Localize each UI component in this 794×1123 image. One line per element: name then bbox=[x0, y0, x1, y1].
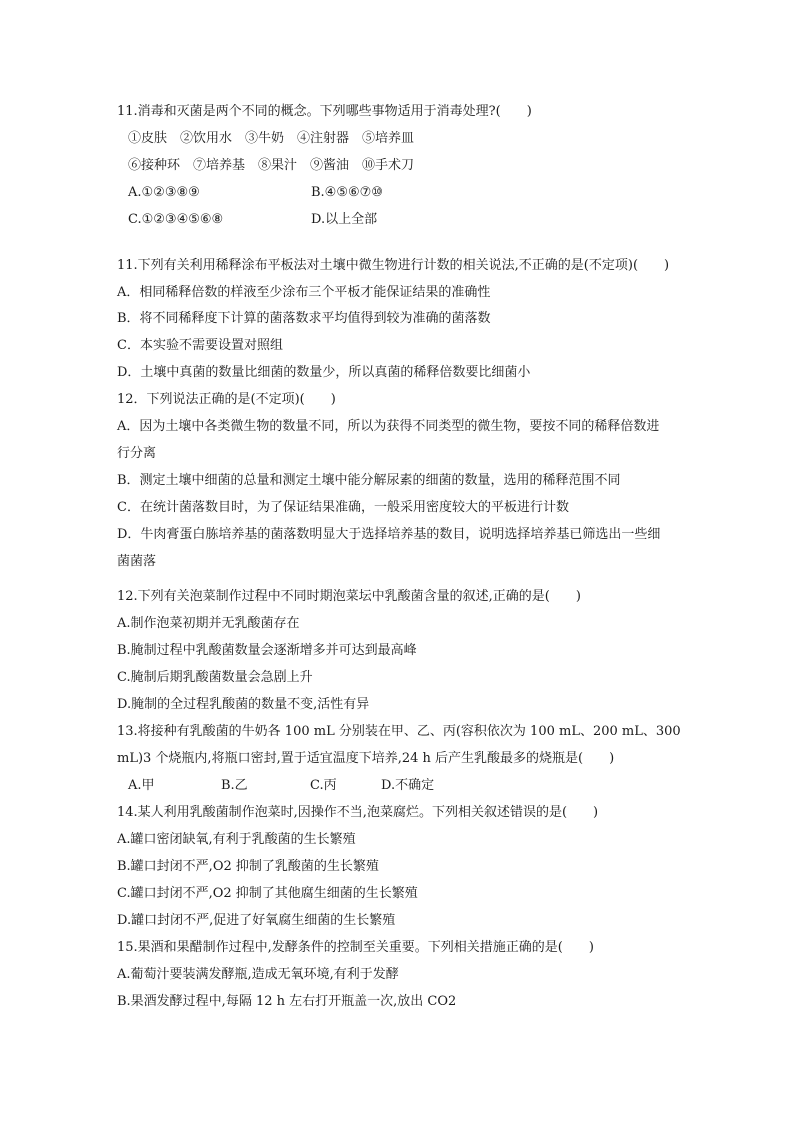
option-a: A.制作泡菜初期并无乳酸菌存在 bbox=[117, 616, 300, 631]
option-d-line-2: 菌菌落 bbox=[117, 554, 157, 569]
question-stem-line-1: 13.将接种有乳酸菌的牛奶各 100 mL 分别装在甲、乙、丙(容积依次为 100 mL、200 mL、300 bbox=[117, 724, 681, 739]
option-a: A.葡萄汁要装满发酵瓶,造成无氧环境,有利于发酵 bbox=[117, 967, 399, 982]
option-c: C．在统计菌落数目时，为了保证结果准确，一般采用密度较大的平板进行计数 bbox=[117, 500, 569, 515]
option-b: B.乙 bbox=[221, 778, 248, 793]
option-a: A．相同稀释倍数的样液至少涂布三个平板才能保证结果的准确性 bbox=[117, 285, 491, 300]
option-a: A.甲 bbox=[128, 778, 155, 793]
question-stem: 12．下列说法正确的是(不定项)( ) bbox=[117, 392, 336, 407]
option-b: B.④⑤⑥⑦⑩ bbox=[311, 185, 383, 200]
option-d: D.腌制的全过程乳酸菌的数量不变,活性有异 bbox=[117, 697, 370, 712]
option-d-line-1: D．牛肉膏蛋白胨培养基的菌落数明显大于选择培养基的数目，说明选择培养基已筛选出一些细 bbox=[117, 527, 661, 542]
option-d: D.不确定 bbox=[381, 778, 435, 793]
question-stem: 14.某人利用乳酸菌制作泡菜时,因操作不当,泡菜腐烂。下列相关叙述错误的是( ) bbox=[117, 805, 599, 820]
option-b: B．将不同稀释度下计算的菌落数求平均值得到较为准确的菌落数 bbox=[117, 311, 491, 326]
option-b: B.腌制过程中乳酸菌数量会逐渐增多并可达到最高峰 bbox=[117, 643, 417, 658]
option-c: C.①②③④⑤⑥⑧ bbox=[128, 212, 224, 227]
question-stem: 11.消毒和灭菌是两个不同的概念。下列哪些事物适用于消毒处理?( ) bbox=[117, 104, 532, 119]
option-b: B．测定土壤中细菌的总量和测定土壤中能分解尿素的细菌的数量，选用的稀释范围不同 bbox=[117, 473, 621, 488]
option-d: D.罐口封闭不严,促进了好氧腐生细菌的生长繁殖 bbox=[117, 913, 396, 928]
option-a: A.①②③⑧⑨ bbox=[128, 185, 200, 200]
question-stem: 12.下列有关泡菜制作过程中不同时期泡菜坛中乳酸菌含量的叙述,正确的是( ) bbox=[117, 589, 581, 604]
option-d: D.以上全部 bbox=[311, 212, 378, 227]
option-d: D．土壤中真菌的数量比细菌的数量少，所以真菌的稀释倍数要比细菌小 bbox=[117, 365, 531, 380]
option-a-line-2: 行分离 bbox=[117, 446, 157, 461]
question-stem-line-2: mL)3 个烧瓶内,将瓶口密封,置于适宜温度下培养,24 h 后产生乳酸最多的烧瓶是( ) bbox=[117, 751, 615, 766]
option-c: C．本实验不需要设置对照组 bbox=[117, 338, 283, 353]
option-a-line-1: A．因为土壤中各类微生物的数量不同，所以为获得不同类型的微生物，要按不同的稀释倍数进 bbox=[117, 419, 660, 434]
option-c: C.丙 bbox=[310, 778, 337, 793]
option-b: B.果酒发酵过程中,每隔 12 h 左右打开瓶盖一次,放出 CO2 bbox=[117, 994, 457, 1009]
item-list-line-1: ①皮肤 ②饮用水 ③牛奶 ④注射器 ⑤培养皿 bbox=[128, 131, 415, 146]
question-stem: 11.下列有关利用稀释涂布平板法对土壤中微生物进行计数的相关说法,不正确的是(不定项)( ) bbox=[117, 258, 670, 273]
option-b: B.罐口封闭不严,O2 抑制了乳酸菌的生长繁殖 bbox=[117, 859, 379, 874]
option-c: C.罐口封闭不严,O2 抑制了其他腐生细菌的生长繁殖 bbox=[117, 886, 418, 901]
item-list-line-2: ⑥接种环 ⑦培养基 ⑧果汁 ⑨酱油 ⑩手术刀 bbox=[128, 158, 415, 173]
option-a: A.罐口密闭缺氧,有利于乳酸菌的生长繁殖 bbox=[117, 832, 356, 847]
option-c: C.腌制后期乳酸菌数量会急剧上升 bbox=[117, 670, 313, 685]
question-stem: 15.果酒和果醋制作过程中,发酵条件的控制至关重要。下列相关措施正确的是( ) bbox=[117, 940, 594, 955]
